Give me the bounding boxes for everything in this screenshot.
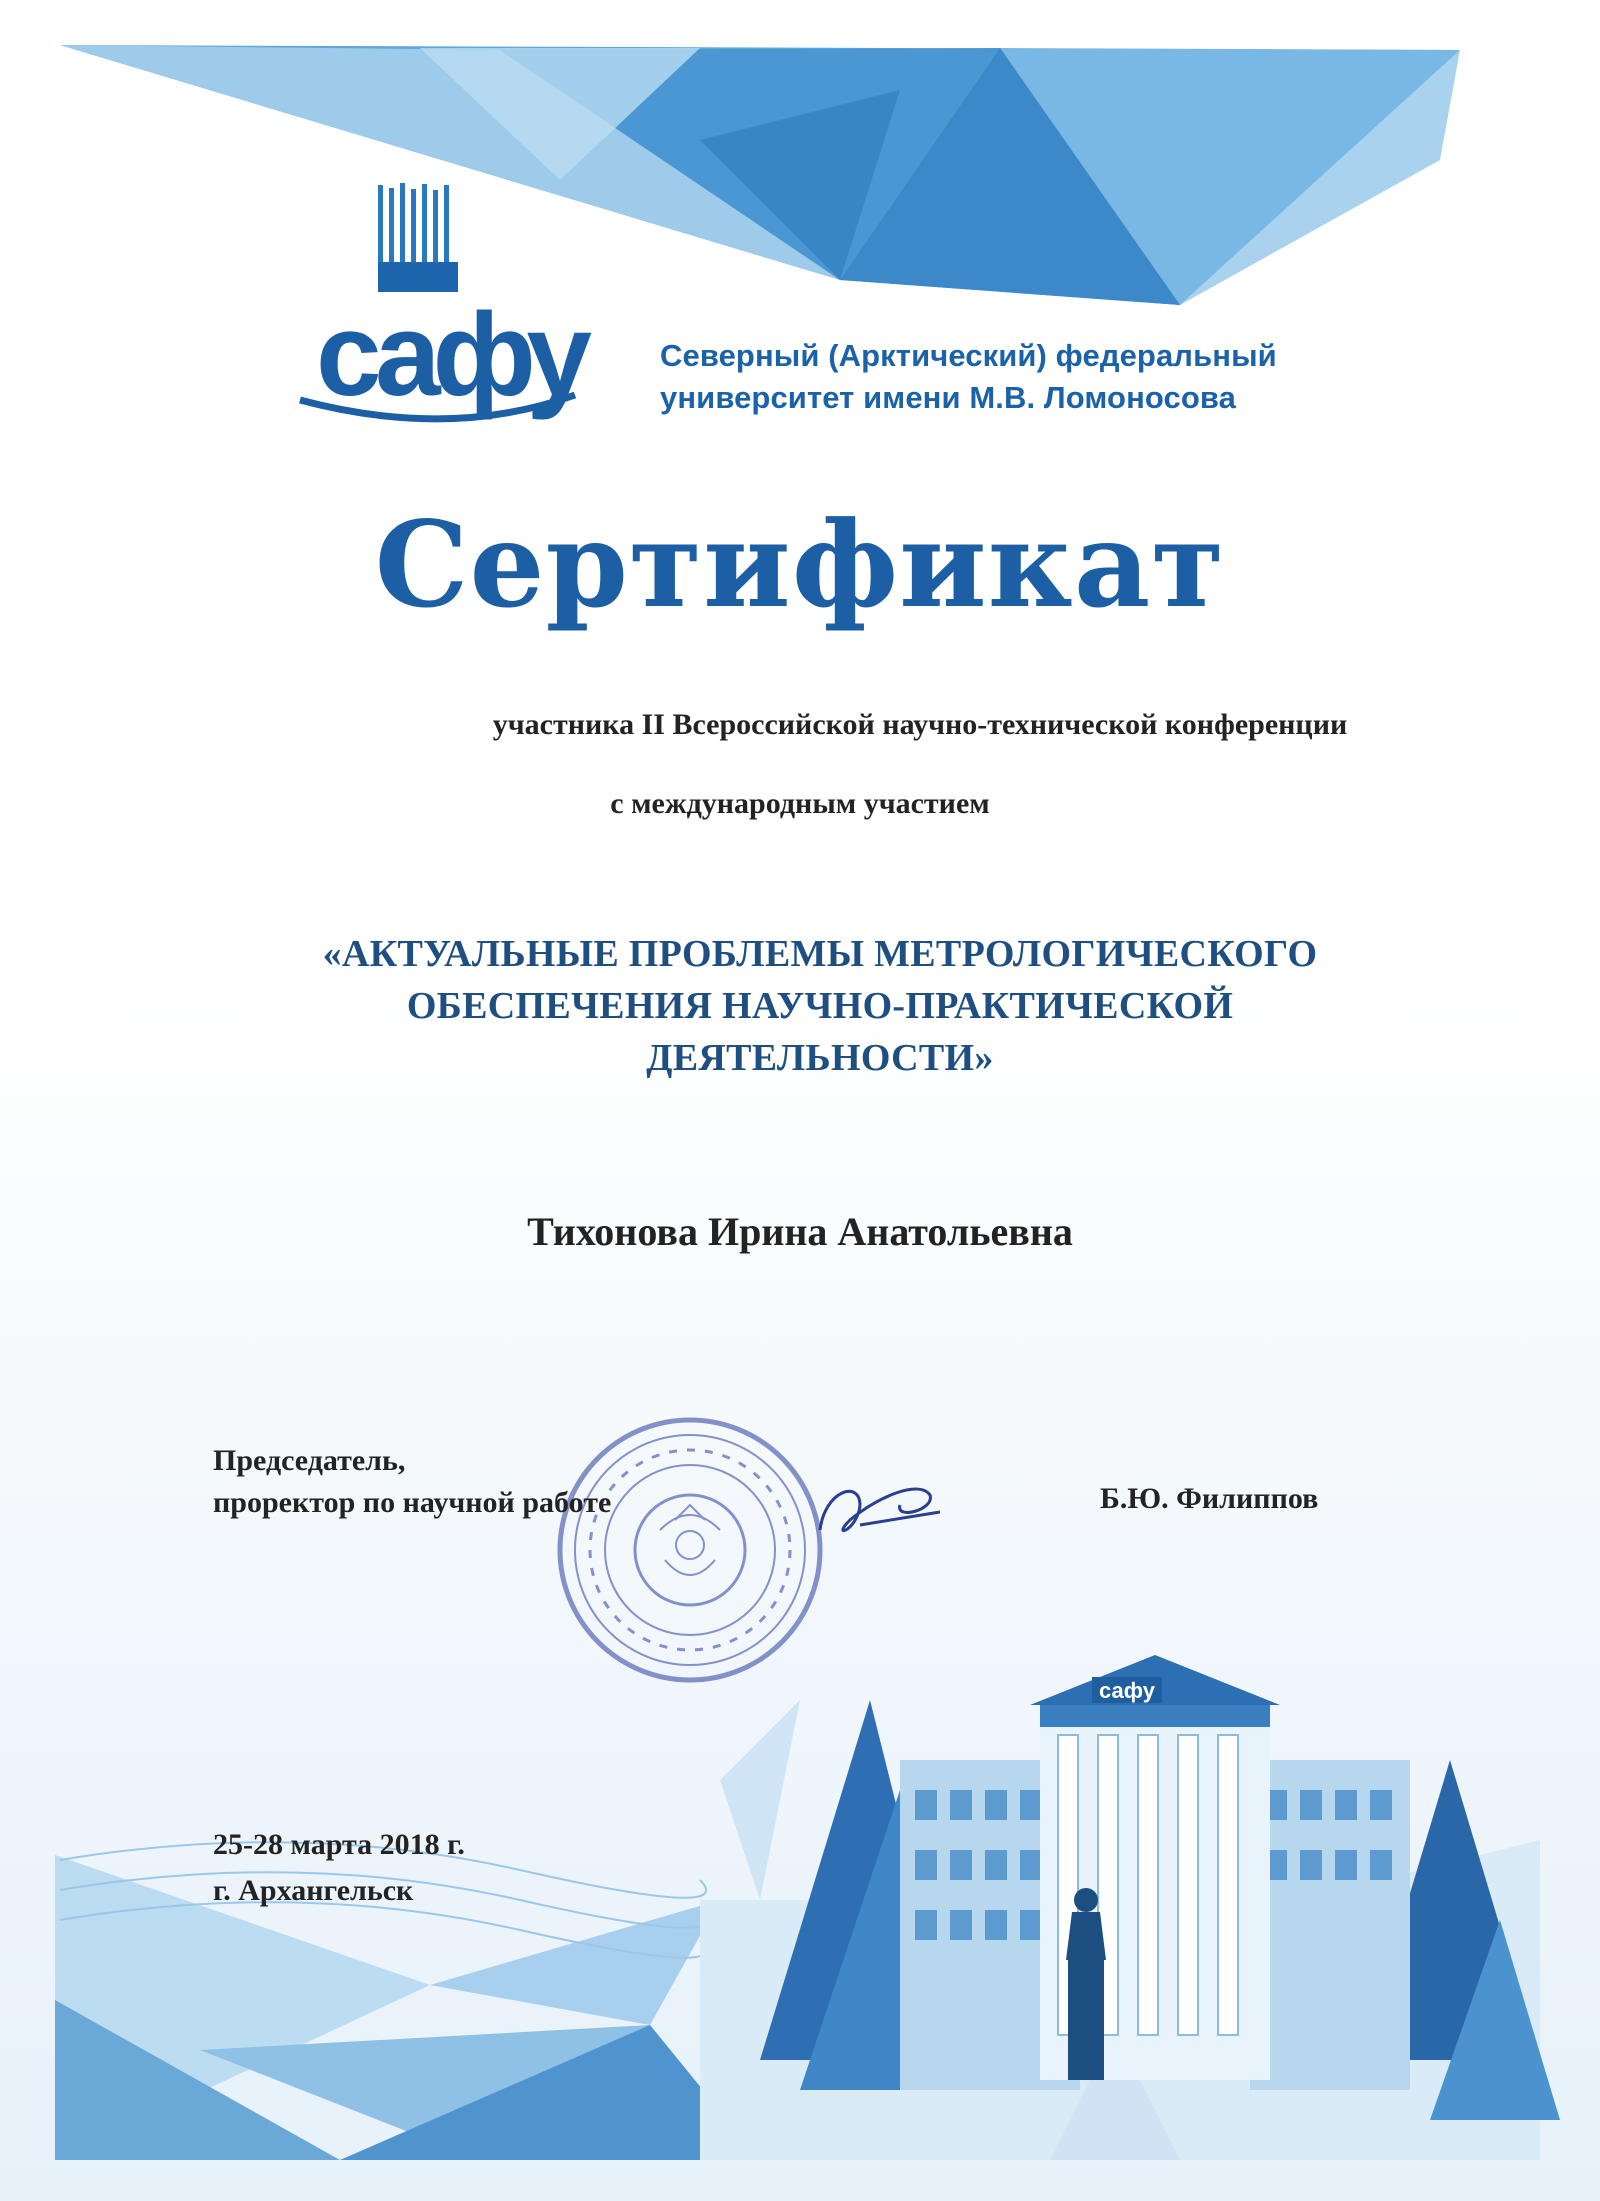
- conference-line: ДЕЯТЕЛЬНОСТИ»: [646, 1037, 994, 1079]
- top-polygon-banner: [60, 45, 1460, 305]
- chair-role: [213, 1440, 611, 1524]
- chair-role-line2: проректор по научной работе: [213, 1486, 612, 1519]
- conference-line: ОБЕСПЕЧЕНИЯ НАУЧНО-ПРАКТИЧЕСКОЙ: [406, 985, 1234, 1027]
- subtitle-line1: участника II Всероссийской научно-технической конференции: [492, 708, 1348, 741]
- safu-logo: [300, 183, 591, 421]
- university-name-line1: Северный (Арктический) федеральный: [660, 338, 1277, 373]
- handwritten-signature: [820, 1489, 940, 1531]
- event-date: 25-28 марта 2018 г.: [213, 1828, 465, 1861]
- university-building-illustration: [700, 1655, 1560, 2160]
- building-logo-word: сафу: [1099, 1678, 1155, 1703]
- event-footer: [213, 1822, 465, 1914]
- certificate-title: Сертификат: [374, 495, 1226, 634]
- conference-line: «АКТУАЛЬНЫЕ ПРОБЛЕМЫ МЕТРОЛОГИЧЕСКОГО: [322, 933, 1318, 975]
- event-city: г. Архангельск: [213, 1874, 414, 1907]
- logo-word: сафу: [315, 289, 585, 421]
- signer-name: Б.Ю. Филиппов: [1100, 1482, 1319, 1515]
- chair-role-line1: Председатель,: [213, 1444, 406, 1477]
- university-name-line2: университет имени М.В. Ломоносова: [660, 380, 1236, 415]
- subtitle-line2: с международным участием: [610, 787, 990, 820]
- participant-name: Тихонова Ирина Анатольевна: [527, 1209, 1073, 1254]
- conference-name: [200, 928, 1440, 1084]
- university-name: [660, 335, 1277, 419]
- bottom-left-polygons: [55, 1700, 800, 2160]
